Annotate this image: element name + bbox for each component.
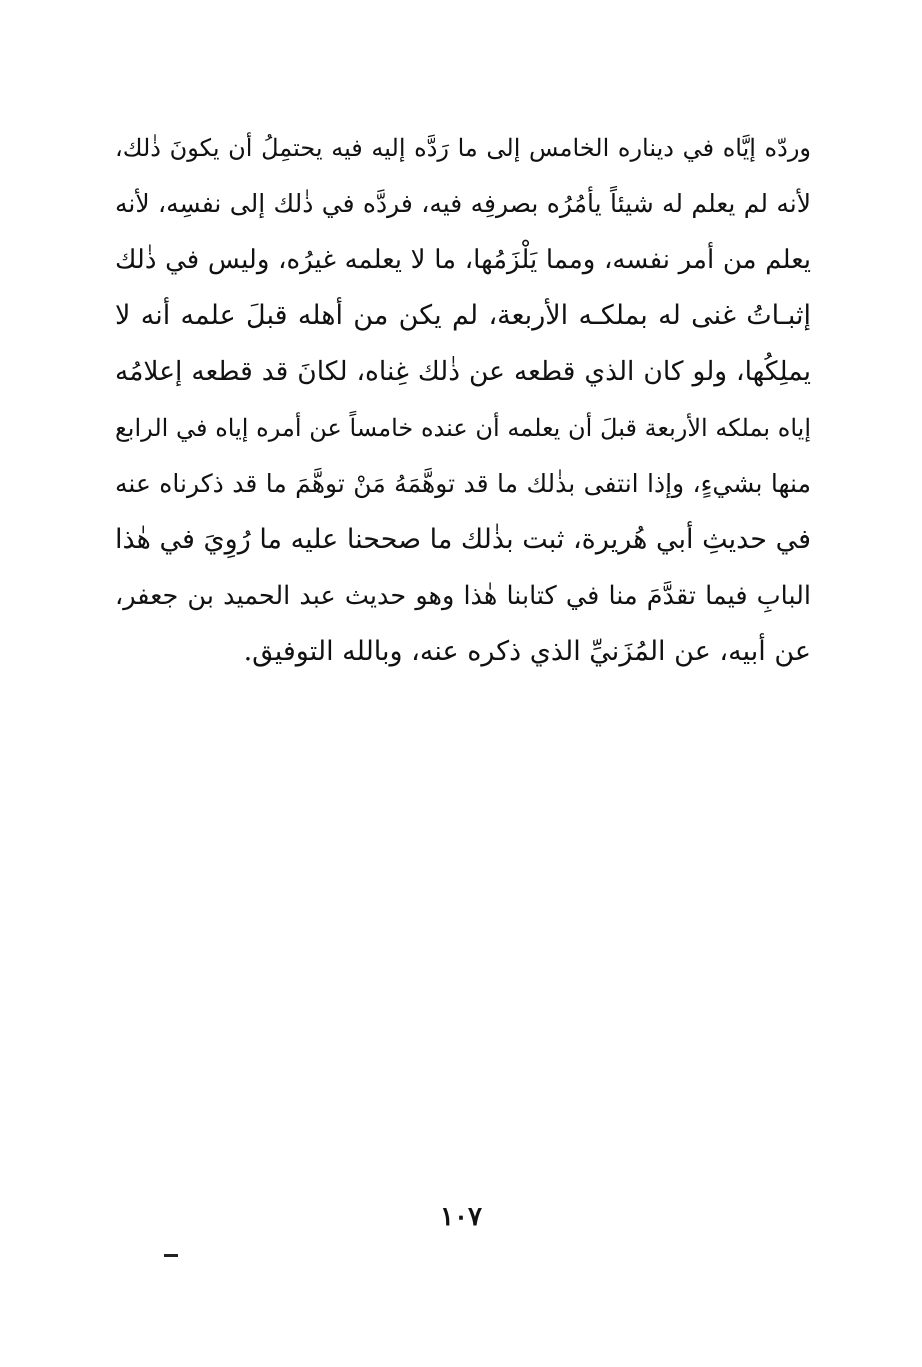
scan-mark	[164, 1254, 178, 1257]
text-line-4: إثبـاتُ غنى له بملكـه الأربعة، لم يكن من أهله قبلَ علمه أنه لا	[115, 300, 811, 331]
text-line-2: لأنه لم يعلم له شيئاً يأمُرُه بصرفِه فيه، فردَّه في ذٰلك إلى نفسِه، لأنه	[115, 189, 811, 218]
text-line-8: في حديثِ أبي هُريرة، ثبت بذٰلك ما صححنا عليه ما رُوِيَ في هٰذا	[115, 524, 811, 555]
text-line-10: عن أبيه، عن المُزَنيِّ الذي ذكره عنه، وبالله التوفيق.	[243, 636, 811, 667]
text-line-3: يعلم من أمر نفسه، ومما يَلْزَمُها، ما لا يعلمه غيرُه، وليس في ذٰلك	[115, 245, 811, 275]
text-line-7: منها بشيءٍ، وإذا انتفى بذٰلك ما قد توهَّمَهُ مَنْ توهَّمَ ما قد ذكرناه عنه	[115, 469, 811, 498]
text-line-9: البابِ فيما تقدَّمَ منا في كتابنا هٰذا وهو حديث عبد الحميد بن جعفر،	[115, 581, 811, 611]
body-text	[115, 128, 811, 688]
page-number: ١٠٧	[440, 1202, 482, 1232]
text-line-5: يملِكُها، ولو كان الذي قطعه عن ذٰلك غِناه، لكانَ قد قطعه إعلامُه	[115, 356, 811, 387]
text-line-1: وردّه إيَّاه في ديناره الخامس إلى ما رَدَّه إليه فيه يحتمِلُ أن يكونَ ذٰلك،	[115, 134, 811, 162]
text-line-6: إياه بملكه الأربعة قبلَ أن يعلمه أن عنده خامساً عن أمره إياه في الرابع	[115, 414, 811, 442]
